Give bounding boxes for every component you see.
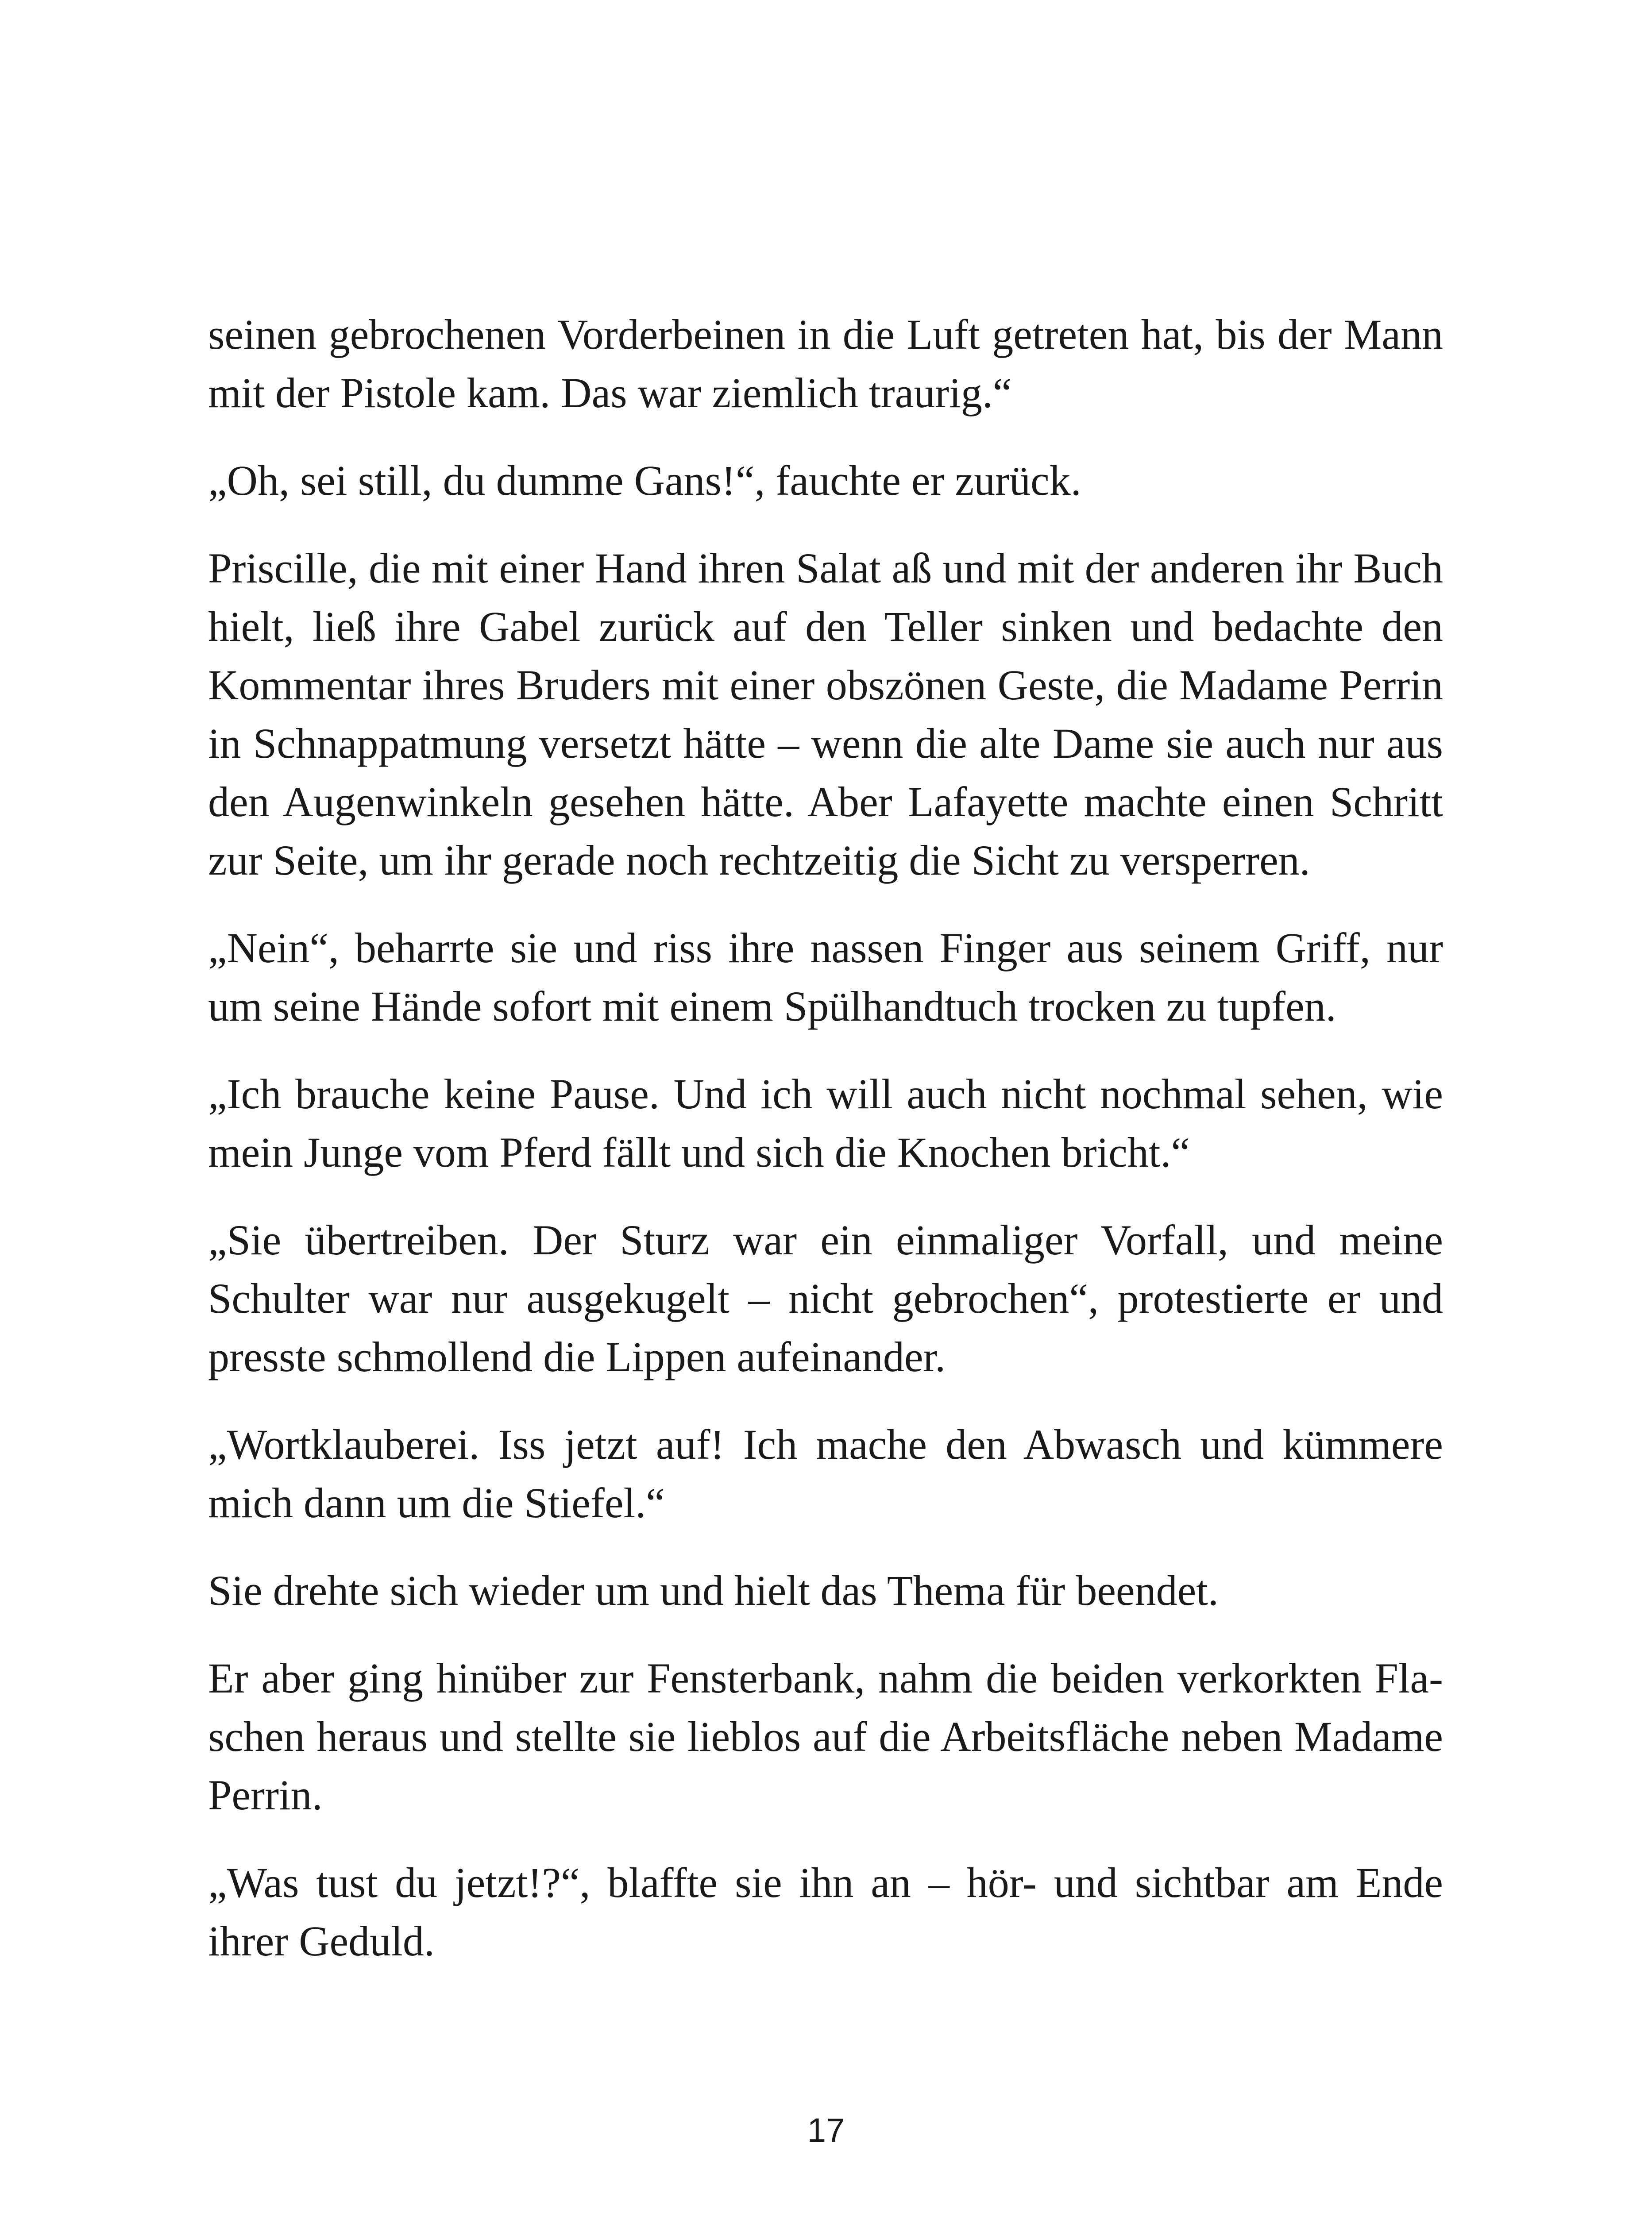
paragraph-9: Er aber ging hinüber zur Fensterbank, nahm die beiden verkorkten Flaschen heraus und stellte sie lieblos auf die Arbeitsfläche neben Madame Perrin. bbox=[208, 1654, 1443, 1819]
body-text bbox=[208, 305, 1443, 2000]
paragraph-2: „Oh, sei still, du dumme Gans!“, fauchte er zurück. bbox=[208, 457, 1081, 504]
paragraph-3: Priscille, die mit einer Hand ihren Salat aß und mit der anderen ihr Buch hielt, ließ ihre Gabel zurück auf den Teller sinken und bedachte den Kommentar ihres Bruders mit einer obszönen Geste, die Madame Perrin in Schnappatmung versetzt hätte – wenn die alte Dame sie auch nur aus den Augenwinkeln gesehen hätte. Aber Lafayette machte einen Schritt zur Seite, um ihr gerade noch rechtzeitig die Sicht zu versperren. bbox=[208, 544, 1443, 884]
paragraph-5: „Ich brauche keine Pause. Und ich will auch nicht nochmal sehen, wie mein Junge vom Pferd fällt und sich die Knochen bricht.“ bbox=[208, 1070, 1443, 1176]
page-number: 17 bbox=[807, 2112, 845, 2149]
paragraph-7: „Wortklauberei. Iss jetzt auf! Ich mache den Abwasch und kümmere mich dann um die Stiefel.“ bbox=[208, 1421, 1443, 1527]
paragraph-10: „Was tust du jetzt!?“, blaffte sie ihn an – hör- und sichtbar am Ende ihrer Geduld. bbox=[208, 1859, 1443, 1965]
paragraph-6: „Sie übertreiben. Der Sturz war ein einmaliger Vorfall, und meine Schulter war nur ausgekugelt – nicht gebrochen“, protestierte er und presste schmollend die Lippen aufeinander. bbox=[208, 1216, 1443, 1380]
paragraph-4: „Nein“, beharrte sie und riss ihre nassen Finger aus seinem Griff, nur um seine Hände sofort mit einem Spülhandtuch trocken zu tupfen. bbox=[208, 924, 1443, 1030]
paragraph-1: seinen gebrochenen Vorderbeinen in die Luft getreten hat, bis der Mann mit der Pistole kam. Das war ziemlich traurig.“ bbox=[208, 311, 1443, 416]
paragraph-8: Sie drehte sich wieder um und hielt das Thema für beendet. bbox=[208, 1567, 1219, 1614]
